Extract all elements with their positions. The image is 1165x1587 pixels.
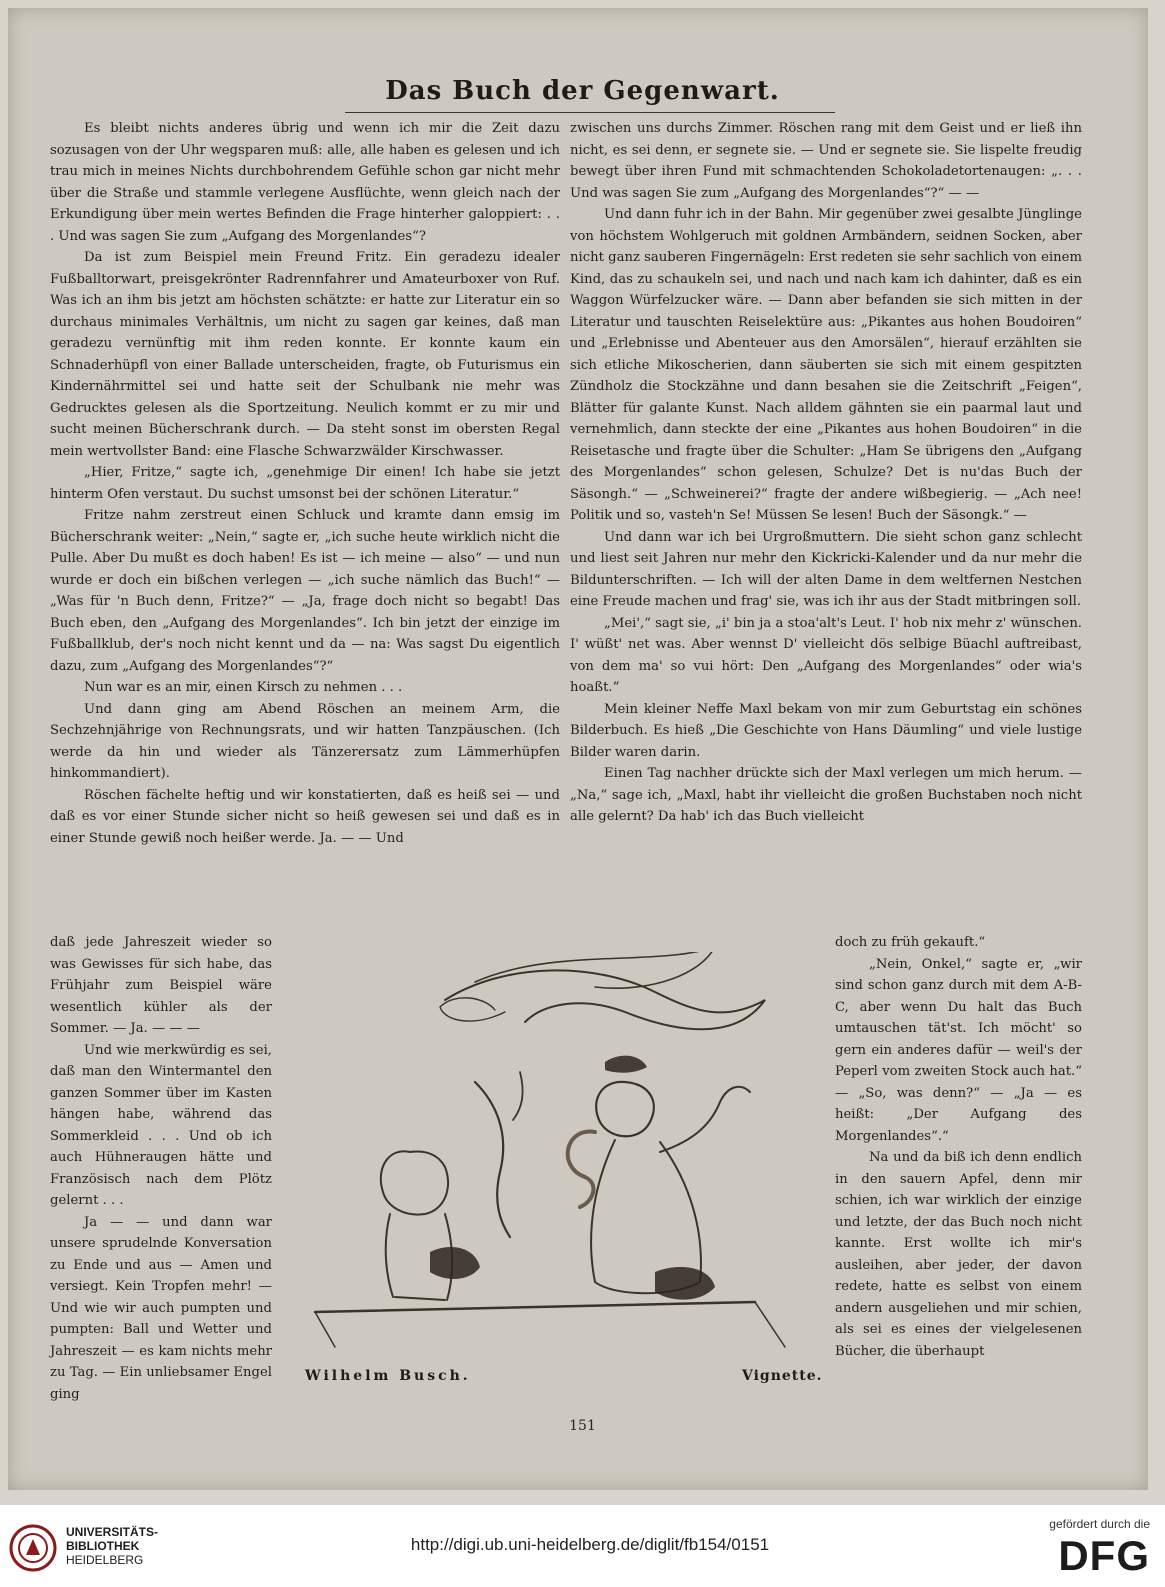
ornament-swirl <box>445 970 765 1029</box>
logo-line: HEIDELBERG <box>66 1553 144 1567</box>
source-url-link[interactable]: http://digi.ub.uni-heidelberg.de/diglit/fb154/0151 <box>410 1535 770 1554</box>
right-narrow-column <box>835 932 1082 1362</box>
paragraph: doch zu früh gekauft.“ <box>835 935 986 950</box>
boy-figure <box>381 1151 448 1214</box>
right-column <box>570 118 1082 828</box>
paragraph: Fritze nahm zerstreut einen Schluck und kramte dann emsig im Bücherschrank weiter: „Nein,“ sagte er, „ich suche heute wirklich nicht die Pulle. Aber Du mußt es doch haben! Es ist — ich meine — also“ — und nun wurde er doch ein bißchen verlegen — „ich suche nämlich das Buch!“ — „Was für 'n Buch denn, Fritze?“ — „Ja, frage doch nicht so begabt! Das Buch eben, den „Aufgang des Morgenlandes“. Ich bin jetzt der einzige im Fußballklub, der's noch nicht kennt und da — na: Was sagst Du eigentlich dazu, zum „Aufgang des Morgenlandes“?“ <box>50 508 560 674</box>
paragraph: Es bleibt nichts anderes übrig und wenn ich mir die Zeit dazu sozusagen von der Uhr wegsparen muß: alle, alle haben es gelesen und ich trau mich in meines Nichts durchbohrendem Gefühle schon gar nicht mehr über die Straße und stammle verlegene Ausflüchte, wenn gleich nach der Erkundigung über mein wertes Befinden die Frage hinterher galoppiert: . . . Und was sagen Sie zum „Aufgang des Morgenlandes“? <box>50 121 560 244</box>
caption-author: Wilhelm Busch. <box>305 1368 471 1384</box>
paragraph: „Nein, Onkel,“ sagte er, „wir sind schon ganz durch mit dem A-B-C, aber wenn Du halt das Buch umtauschen tät'st. Ich möcht' so gern ein anderes dafür — weil's der Peperl vom zweiten Stock auch hat.“ — „So, was denn?“ — „Ja — es heißt: „Der Aufgang des Morgenlandes“.“ <box>835 956 1082 1144</box>
paragraph: zwischen uns durchs Zimmer. Röschen rang mit dem Geist und er ließ ihn nicht, es sei denn, er segnete sie. — Und er segnete sie. Sie lispelte freudig bewegt über ihren Fund mit schmachtenden Schokoladetortenaugen: „. . . Und was sagen Sie zum „Aufgang des Morgenlandes“?“ — — <box>570 121 1082 201</box>
paragraph: „Mei',“ sagt sie, „i' bin ja a stoa'alt's Leut. I' hob nix mehr z' wünschen. I' wüßt' net was. Aber wennst D' vielleicht dös selbige Büachl auftreibast, von dem ma' so vui hört: Den „Aufgang des Morgenlandes“ oder wia's hoaßt.“ <box>570 615 1082 695</box>
paragraph: Da ist zum Beispiel mein Freund Fritz. Ein geradezu idealer Fußballtorwart, preisgekrönter Radrennfahrer und Amateurboxer von Ruf. Was ich an ihm bis jetzt am höchsten schätzte: er hatte zur Literatur ein so durchaus minimales Verhältnis, um nicht zu sagen gar keines, daß man geradezu vernünftig mit ihm reden konnte. Er konnte kaum ein Schnaderhüpfl von einer Ballade unterscheiden, fragte, ob Futurismus ein Kindernährmittel sei und hatte seit der Schulbank nie mehr was Gedrucktes gelesen als die Sportzeitung. Neulich kommt er zu mir und sucht meinen Bücherschrank durch. — Da steht sonst im obersten Regal mein wertvollster Band: eine Flasche Schwarzwälder Kirschwasser. <box>50 250 560 459</box>
left-narrow-column <box>50 932 272 1405</box>
page-number: 151 <box>569 1418 596 1434</box>
dfg-logo-icon[interactable]: DFG <box>1058 1532 1150 1579</box>
logo-text <box>66 1525 158 1567</box>
table-edge <box>315 1302 785 1347</box>
paragraph: Und dann war ich bei Urgroßmuttern. Die sieht schon ganz schlecht und liest seit Jahren nur mehr den Kickricki-Kalender und da nur mehr die Bildunterschriften. — Ich will der alten Dame in dem weltfernen Nestchen eine Freude machen und frag' sie, was ich ihr aus der Stadt mitbringen soll. <box>570 529 1082 609</box>
title-rule <box>345 112 835 113</box>
paragraph: Und dann ging am Abend Röschen an meinem Arm, die Sechzehnjährige von Rechnungsrats, und wir hatten Tanzpäuschen. (Ich werde da hin und wieder als Tänzerersatz zum Lämmerhüpfen hinkommandiert). <box>50 701 560 781</box>
ink-shadow <box>655 1267 715 1300</box>
paragraph: daß jede Jahreszeit wieder so was Gewisses für sich habe, das Frühjahr zum Beispiel wäre wesentlich kühler als der Sommer. — Ja. — — — <box>50 935 272 1036</box>
left-column <box>50 118 560 849</box>
ornament-streamer <box>513 1072 523 1120</box>
ornament-swirl <box>475 952 715 988</box>
footer-bar <box>0 1505 1165 1587</box>
girl-arm <box>660 1087 750 1152</box>
caption-vignette: Vignette. <box>742 1368 823 1384</box>
ornament-loop <box>568 1132 595 1207</box>
paragraph: Na und da biß ich denn endlich in den sauern Apfel, denn mir schien, ich war wirklich der einzige und letzte, der das Buch noch nicht kannte. Erst wollte ich mir's ausleihen, aber jeder, der davon redete, hatte es selbst von einem andern ausgeliehen und mir schien, als sei es eines der vielgelesenen Bücher, die überhaupt <box>835 1150 1082 1359</box>
paragraph: Ja — — und dann war unsere sprudelnde Konversation zu Ende und aus — Amen und versiegt. Kein Tropfen mehr! — Und wie wir auch pumpten und pumpten: Ball und Wetter und Jahreszeit — es kam nichts mehr zu Tag. — Ein unliebsamer Engel ging <box>50 1214 272 1402</box>
ornament-streamer <box>475 1082 510 1237</box>
girl-figure <box>596 1082 654 1136</box>
logo-line: UNIVERSITÄTS- <box>66 1525 159 1539</box>
paragraph: Und dann fuhr ich in der Bahn. Mir gegenüber zwei gesalbte Jünglinge von höchstem Wohlgeruch mit goldnen Armbändern, seidnen Socken, aber nicht ganz sauberen Fingernägeln: Erst redeten sie sehr sachlich von einem Kind, das zu schaukeln sei, und nach und nach kam ich dahinter, daß es ein Waggon Würfelzucker wäre. — Dann aber befanden sie sich mitten in der Literatur und tauschten Reiselektüre aus: „Pikantes aus hohen Boudoiren“ und „Erlebnisse und Abenteuer aus den Amorsälen“, hierauf erzählten sie sich etliche Mikoscherien, dann säuberten sie sich mit einem gespitzten Zündholz die Stockzähne und dann besahen sie die Zeitschrift „Feigen“, Blätter für galante Kunst. Nach alldem gähnten sie ein paarmal laut und vernehmlich, dann steckte der eine „Pikantes aus hohen Boudoiren“ in die Reisetasche und fragte über die Schulter: „Ham Se übrigens den „Aufgang des Morgenlandes“ schon gelesen, Schulze? Det is nu'das Buch der Säsongh.“ — „Schweinerei?“ fragte der andere wißbegierig. — „Ach nee! Politik und so, vasteh'n Se! Müssen Se lesen! Buch der Säsongk.“ — <box>570 207 1082 523</box>
ornament-swirl <box>440 998 505 1021</box>
logo-line: BIBLIOTHEK <box>66 1539 140 1553</box>
paragraph: Einen Tag nachher drückte sich der Maxl verlegen um mich herum. — „Na,“ sage ich, „Maxl, habt ihr vielleicht die großen Buchstaben noch nicht alle gelernt? Da hab' ich das Buch vielleicht <box>570 766 1082 824</box>
ink-shadow <box>605 1056 647 1073</box>
table-edge <box>315 1302 755 1312</box>
university-logo[interactable] <box>8 1523 158 1575</box>
university-seal-icon <box>8 1523 58 1573</box>
paragraph: Nun war es an mir, einen Kirsch zu nehmen . . . <box>84 680 403 695</box>
funding-note: gefördert durch die <box>1049 1517 1150 1531</box>
ink-shadow <box>430 1247 480 1279</box>
paragraph: Und wie merkwürdig es sei, daß man den Wintermantel den ganzen Sommer über im Kasten hängen habe, während das Sommerkleid . . . Und ob ich auch Hühneraugen hätte und Französisch nach dem Plötz gelernt . . . <box>50 1042 272 1208</box>
paragraph: Mein kleiner Neffe Maxl bekam von mir zum Geburtstag ein schönes Bilderbuch. Es hieß „Die Geschichte von Hans Däumling“ und viele lustige Bilder waren darin. <box>570 701 1082 760</box>
vignette-illustration <box>295 952 825 1352</box>
paragraph: Röschen fächelte heftig und wir konstatierten, daß es heiß sei — und daß es vor einer Stunde sicher nicht so heiß gewesen sei und daß es in einer Stunde gewiß noch heißer werde. Ja. — — Und <box>50 787 560 846</box>
paragraph: „Hier, Fritze,“ sagte ich, „genehmige Dir einen! Ich habe sie jetzt hinterm Ofen verstaut. Du suchst umsonst bei der schönen Literatur.“ <box>50 465 560 502</box>
page-title: Das Buch der Gegenwart. <box>385 76 780 106</box>
